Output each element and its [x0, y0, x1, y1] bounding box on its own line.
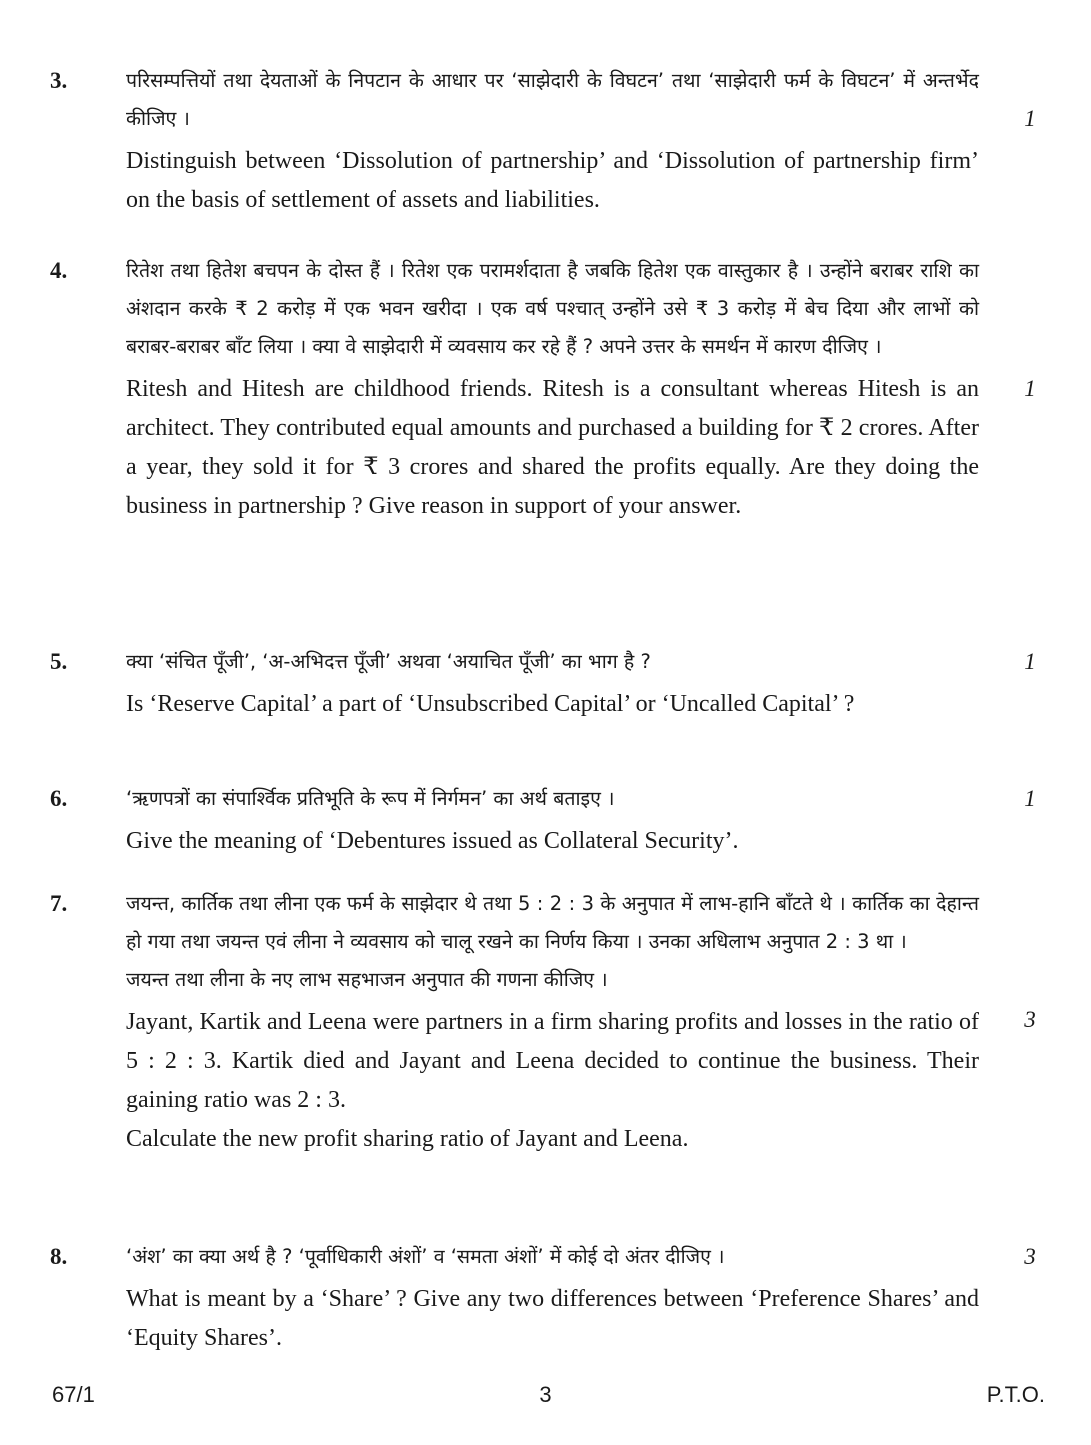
question-number: 4. — [50, 258, 68, 283]
question-english: Distinguish between ‘Dissolution of partnership’ and ‘Dissolution of partnership firm’ on the basis of settlement of assets and liabilities. — [126, 148, 979, 213]
question-marks: 1 — [1024, 649, 1036, 674]
question-marks: 1 — [1024, 786, 1036, 811]
question-hindi: ‘ऋणपत्रों का संपार्श्विक प्रतिभूति के रूप में निर्गमन’ का अर्थ बताइए । — [126, 787, 615, 810]
question-number: 7. — [50, 891, 68, 916]
question-body — [126, 885, 979, 1159]
question-hindi: क्या ‘संचित पूँजी’, ‘अ-अभिदत्त पूँजी’ अथवा ‘अयाचित पूँजी’ का भाग है ? — [126, 650, 651, 673]
paper-code: 67/1 — [52, 1382, 95, 1407]
question-body — [126, 780, 979, 861]
question-english-instruction: Calculate the new profit sharing ratio of Jayant and Leena. — [126, 1126, 689, 1152]
question-hindi: रितेश तथा हितेश बचपन के दोस्त हैं । रितेश एक परामर्शदाता है जबकि हितेश एक वास्तुकार है । उन्होंने बराबर राशि का अंशदान करके ₹ 2 करोड़ में एक भवन खरीदा । एक वर्ष पश्चात् उन्होंने उसे ₹ 3 करोड़ में बेच दिया और लाभों को बराबर-बराबर बाँट लिया । क्या वे साझेदारी में व्यवसाय कर रहे हैं ? अपने उत्तर के समर्थन में कारण दीजिए । — [126, 259, 979, 358]
question-hindi-instruction: जयन्त तथा लीना के नए लाभ सहभाजन अनुपात की गणना कीजिए । — [126, 968, 608, 991]
question-body — [126, 62, 979, 220]
question-marks: 1 — [1024, 106, 1036, 131]
question-marks: 1 — [1024, 376, 1036, 401]
question-hindi: परिसम्पत्तियों तथा देयताओं के निपटान के आधार पर ‘साझेदारी के विघटन’ तथा ‘साझेदारी फर्म के विघटन’ में अन्तर्भेद कीजिए । — [126, 69, 979, 130]
page-number: 3 — [539, 1382, 552, 1407]
question-english: Is ‘Reserve Capital’ a part of ‘Unsubscribed Capital’ or ‘Uncalled Capital’ ? — [126, 691, 855, 717]
question-english: What is meant by a ‘Share’ ? Give any two differences between ‘Preference Shares’ and ‘Equity Shares’. — [126, 1286, 979, 1351]
question-hindi: ‘अंश’ का क्या अर्थ है ? ‘पूर्वाधिकारी अंशों’ व ‘समता अंशों’ में कोई दो अंतर दीजिए । — [126, 1245, 725, 1268]
question-marks: 3 — [1024, 1244, 1036, 1269]
question-number: 8. — [50, 1244, 68, 1269]
question-body — [126, 643, 979, 724]
please-turn-over: P.T.O. — [986, 1382, 1045, 1407]
question-number: 5. — [50, 649, 68, 674]
question-body — [126, 1238, 979, 1358]
question-number: 6. — [50, 786, 68, 811]
question-english: Ritesh and Hitesh are childhood friends. Ritesh is a consultant whereas Hitesh is an architect. They contributed equal amounts and purchased a building for ₹ 2 crores. After a year, they sold it for ₹ 3 crores and shared the profits equally. Are they doing the business in partnership ? Give reason in support of your answer. — [126, 376, 979, 519]
question-marks: 3 — [1024, 1007, 1036, 1032]
question-body — [126, 252, 979, 526]
question-english: Give the meaning of ‘Debentures issued as Collateral Security’. — [126, 828, 739, 854]
question-hindi: जयन्त, कार्तिक तथा लीना एक फर्म के साझेदार थे तथा 5 : 2 : 3 के अनुपात में लाभ-हानि बाँटते थे । कार्तिक का देहान्त हो गया तथा जयन्त एवं लीना ने व्यवसाय को चालू रखने का निर्णय किया । उनका अधिलाभ अनुपात 2 : 3 था । — [126, 892, 979, 953]
question-number: 3. — [50, 68, 68, 93]
question-english: Jayant, Kartik and Leena were partners in a firm sharing profits and losses in the ratio of 5 : 2 : 3. Kartik died and Jayant and Leena decided to continue the business. Their gaining ratio was 2 : 3. — [126, 1009, 979, 1113]
